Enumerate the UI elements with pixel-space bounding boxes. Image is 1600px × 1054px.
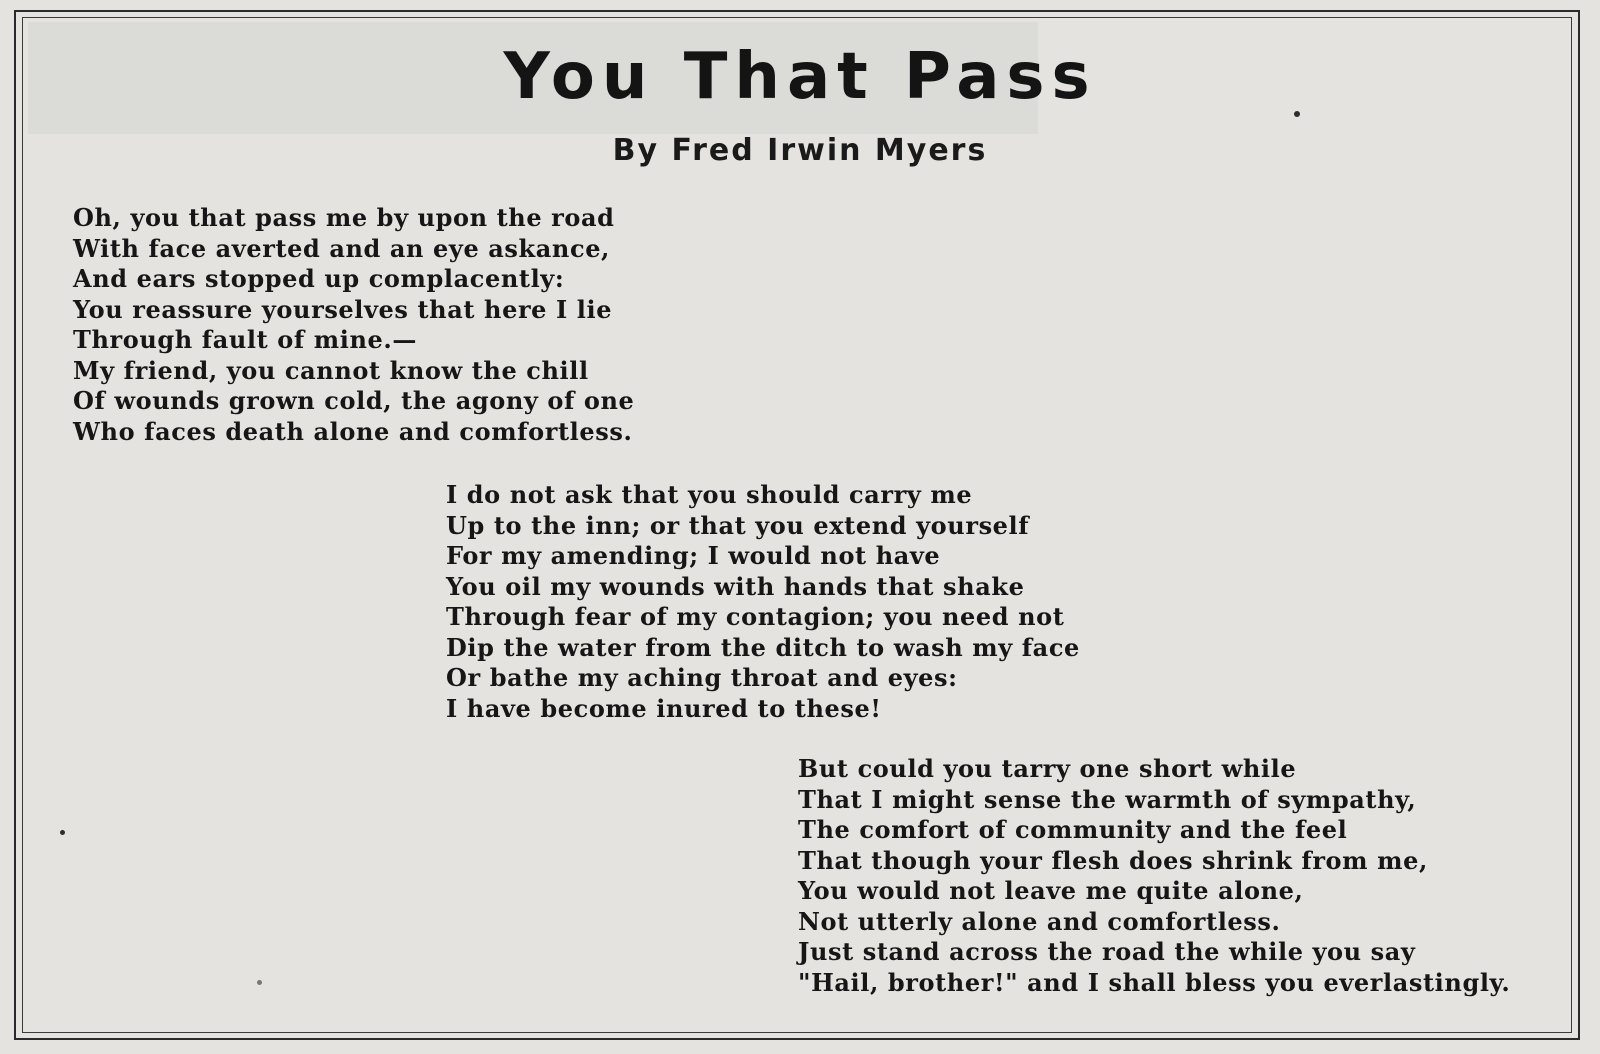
poem-line: With face averted and an eye askance, — [73, 233, 611, 263]
poem-line: You would not leave me quite alone, — [798, 876, 1304, 905]
stanza-1 — [73, 203, 634, 447]
poem-line: Through fault of mine.— — [73, 325, 417, 354]
poem-line: Up to the inn; or that you extend yourself — [446, 510, 1030, 540]
poem-byline: By Fred Irwin Myers — [612, 133, 988, 168]
poem-line: Through fear of my contagion; you need not — [446, 602, 1065, 631]
poem-line: Or bathe my aching throat and eyes: — [446, 663, 958, 692]
poem-line: Oh, you that pass me by upon the road — [73, 203, 615, 232]
poem-line: You oil my wounds with hands that shake — [446, 571, 1025, 601]
poem-line: Not utterly alone and comfortless. — [798, 906, 1281, 936]
poem-line: That I might sense the warmth of sympathy, — [798, 784, 1417, 814]
poem-line: The comfort of community and the feel — [798, 815, 1348, 844]
poem-line: Who faces death alone and comfortless. — [73, 416, 633, 446]
poem-line: "Hail, brother!" and I shall bless you everlastingly. — [798, 967, 1511, 997]
poem-line: I have become inured to these! — [446, 693, 882, 723]
poem-title: You That Pass — [503, 40, 1097, 114]
poem-line: I do not ask that you should carry me — [446, 480, 973, 509]
ink-speck — [60, 830, 65, 835]
poem-line: You reassure yourselves that here I lie — [73, 294, 613, 324]
stanza-2 — [446, 480, 1080, 724]
poem-line: Dip the water from the ditch to wash my face — [446, 632, 1080, 662]
poem-line: Of wounds grown cold, the agony of one — [73, 386, 635, 415]
poem-line: That though your flesh does shrink from me, — [798, 845, 1428, 875]
poem-line: My friend, you cannot know the chill — [73, 355, 589, 385]
poem-line: And ears stopped up complacently: — [73, 264, 565, 293]
stanza-3 — [798, 754, 1510, 998]
ink-speck — [257, 980, 262, 985]
poem-line: For my amending; I would not have — [446, 541, 941, 570]
poem-line: But could you tarry one short while — [798, 754, 1297, 783]
poem-line: Just stand across the road the while you say — [798, 937, 1416, 966]
